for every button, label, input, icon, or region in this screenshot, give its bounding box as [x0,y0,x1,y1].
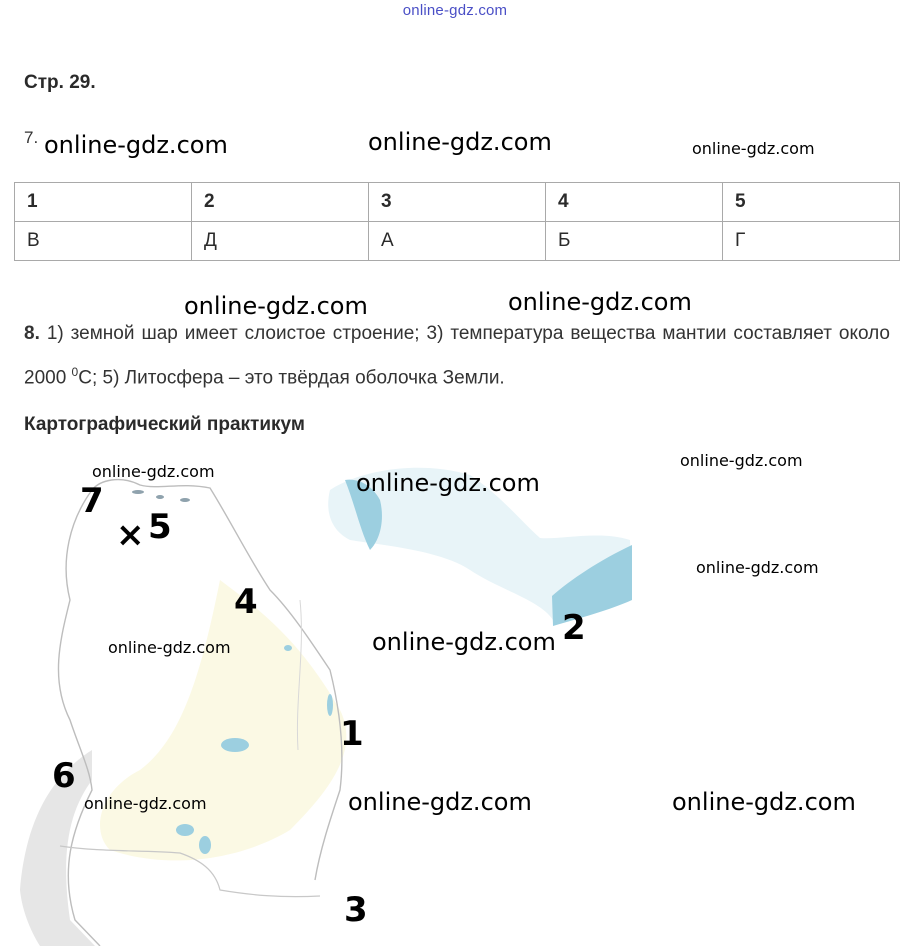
watermark: online-gdz.com [92,462,215,481]
task-8-text [24,315,890,397]
watermark: online-gdz.com [696,558,819,577]
table-header-cell: 3 [369,183,546,222]
lake-shape [284,645,292,651]
table-cell: Д [192,222,369,261]
lake-shape [221,738,249,752]
watermark: online-gdz.com [372,628,556,656]
table-cell: В [15,222,192,261]
table-header-row [15,183,900,222]
watermark: online-gdz.com [680,451,803,470]
watermark: online-gdz.com [356,469,540,497]
task-8-answer-part2: С; 5) Литосфера – это твёрдая оболочка Земли. [78,367,505,389]
lake-shape [199,836,211,854]
watermark: online-gdz.com [44,131,228,159]
page-title: Стр. 29. [24,72,96,93]
watermark: online-gdz.com [508,288,692,316]
section-title: Картографический практикум [24,414,305,435]
answers-table [14,182,900,261]
degree-superscript: 0 [71,365,79,379]
map-label-cross: × [116,515,145,555]
table-row [15,222,900,261]
contour-map [0,450,910,946]
map-label-5: 5 [148,507,172,547]
watermark: online-gdz.com [368,128,552,156]
table-header-cell: 1 [15,183,192,222]
map-label-4: 4 [234,582,258,622]
header-watermark: online-gdz.com [402,2,508,19]
watermark: online-gdz.com [108,638,231,657]
map-label-7: 7 [80,481,104,521]
map-label-3: 3 [344,890,368,930]
table-header-cell: 5 [723,183,900,222]
task-8-answer-part1: 1) земной шар имеет слоистое строение; 3) температура вещества мантии составляет около 2000 [24,323,890,389]
table-header-cell: 2 [192,183,369,222]
map-label-1: 1 [340,714,364,754]
watermark: online-gdz.com [184,292,368,320]
island-shape [156,495,164,499]
map-label-6: 6 [52,756,76,796]
table-cell: Б [546,222,723,261]
lake-shape [327,694,333,716]
table-cell: А [369,222,546,261]
task-8-number: 8. [24,323,40,344]
lake-shape [176,824,194,836]
map-label-2: 2 [562,608,586,648]
watermark: online-gdz.com [672,788,856,816]
land-tint-shape [100,580,346,860]
island-shape [180,498,190,502]
watermark: online-gdz.com [692,139,815,158]
island-shape [132,490,144,494]
task-7-number: 7. [24,128,39,147]
table-cell: Г [723,222,900,261]
watermark: online-gdz.com [348,788,532,816]
table-header-cell: 4 [546,183,723,222]
watermark: online-gdz.com [84,794,207,813]
